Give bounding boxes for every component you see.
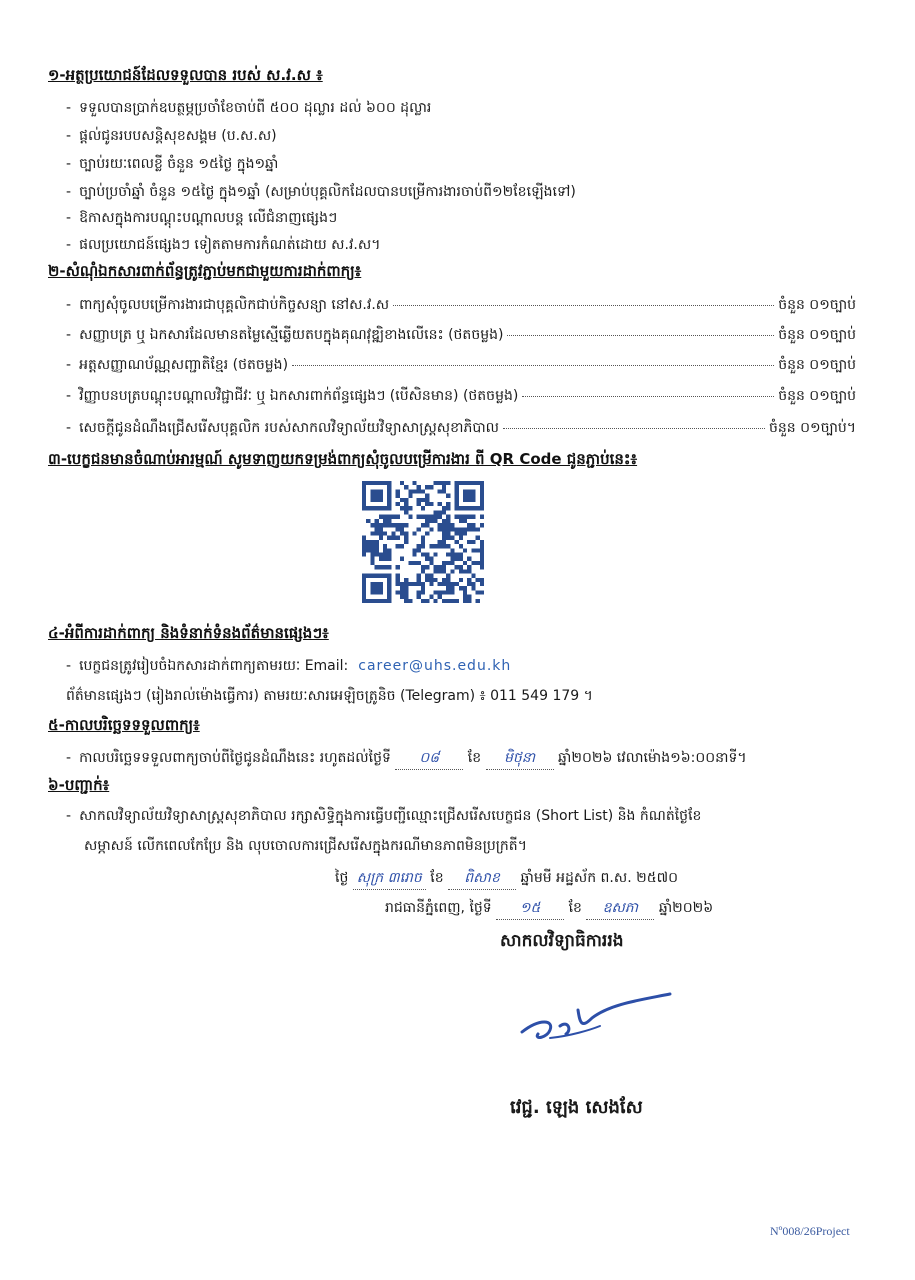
section5-heading: ៥-កាលបរិច្ឆេទទទួលពាក្យ៖ [48,716,200,734]
document-row: - សេចក្តីជូនដំណឹងជ្រើសរើសបុគ្គលិក របស់សាកលវិទ្យាល័យវិទ្យាសាស្ត្រសុខាភិបាល ចំនួន ០១ច្បាប់។ [66,420,856,436]
benefit-item: - ច្បាប់រយៈពេលខ្លី ចំនួន ១៥ថ្ងៃ ក្នុង១ឆ្នាំ [66,156,279,172]
note-line: សម្ភាសន៍ លើកពេលកែប្រែ និង លុបចោលការជ្រើសរើសក្នុងករណីមានភាពមិនប្រក្រតី។ [84,838,527,854]
solar-date: រាជធានីភ្នំពេញ, ថ្ងៃទី ១៥ ខែ ឧសភា ឆ្នាំ២០២៦ [385,898,713,920]
benefit-item: - ផលប្រយោជន៍ផ្សេងៗ ទៀតតាមការកំណត់ដោយ ស.វ.ស។ [66,237,381,253]
deadline-month: មិថុនា [486,748,554,770]
email-line: - បេក្ខជនត្រូវរៀបចំឯកសារដាក់ពាក្យតាមរយៈ Email: career@uhs.edu.kh [66,658,512,674]
document-row: - ពាក្យសុំចូលបម្រើការងារជាបុគ្គលិកជាប់កិច្ចសន្យា នៅស.វ.ស ចំនួន ០១ច្បាប់ [66,297,856,313]
rector-title: សាកលវិទ្យាធិការរង [500,931,624,951]
benefit-item: - ផ្តល់ជូនរបបសន្តិសុខសង្គម (ប.ស.ស) [66,128,277,144]
section2-heading: ២-សំណុំឯកសារពាក់ព័ន្ធត្រូវភ្ជាប់មកជាមួយការដាក់ពាក្យ៖ [48,262,362,280]
telegram-line: ព័ត៌មានផ្សេងៗ (រៀងរាល់ម៉ោងធ្វើការ) តាមរយៈសារអេឡិចត្រូនិច (Telegram) ៖ 011 549 179 ។ [66,688,593,704]
qr-code-icon[interactable] [362,481,484,603]
section3-heading: ៣-បេក្ខជនមានចំណាប់អារម្មណ៍ សូមទាញយកទម្រង់ពាក្យសុំចូលបម្រើការងារ ពី QR Code ជូនភ្ជាប់នេះ៖ [48,450,638,468]
benefit-item: - ទទួលបានប្រាក់ឧបត្ថម្ភប្រចាំខែចាប់ពី ៥០០ ដុល្លារ ដល់ ៦០០ ដុល្លារ [66,100,432,116]
document-row: - សញ្ញាបត្រ ឬ ឯកសារដែលមានតម្លៃស្មើឆ្លើយតបក្នុងគុណវុឌ្ឍិខាងលើនេះ (ថតចម្លង) ចំនួន ០១ច្បាប់ [66,327,856,343]
section6-heading: ៦-បញ្ជាក់៖ [48,776,110,794]
document-row: - វិញ្ញាបនបត្របណ្តុះបណ្តាលវិជ្ជាជីវៈ ឬ ឯកសារពាក់ព័ន្ធផ្សេងៗ (បើសិនមាន) (ថតចម្លង) ចំនួន ០១ច្បាប់ [66,388,856,404]
deadline-line: - កាលបរិច្ឆេទទទួលពាក្យចាប់ពីថ្ងៃជូនដំណឹងនេះ រហូតដល់ថ្ងៃទី ០៨ ខែ មិថុនា ឆ្នាំ២០២៦ វេលាម៉ោង១៦:០០នាទី។ [66,748,747,770]
lunar-date: ថ្ងៃ សុក្រ ៣រោច ខែ ពិសាខ ឆ្នាំមមី អដ្ឋស័ក ព.ស. ២៥៧០ [335,868,678,890]
email-link[interactable]: career@uhs.edu.kh [358,658,512,674]
signature-mark [520,990,680,1060]
section4-heading: ៤-អំពីការដាក់ពាក្យ និងទំនាក់ទំនងព័ត៌មានផ្សេងៗ៖ [48,624,329,642]
benefit-item: - ឱកាសក្នុងការបណ្តុះបណ្តាលបន្ត លើជំនាញផ្សេងៗ [66,210,338,226]
benefit-item: - ច្បាប់ប្រចាំឆ្នាំ ចំនួន ១៥ថ្ងៃ ក្នុង១ឆ្នាំ (សម្រាប់បុគ្គលិកដែលបានបម្រើការងារចាប់ពី១២ខែឡើងទៅ) [66,184,576,200]
signer-name: វេជ្ជ. ឡេង សេងសែ [510,1097,643,1118]
deadline-day: ០៨ [395,748,463,770]
section1-heading: ១-អត្ថប្រយោជន៍ដែលទទួលបាន របស់ ស.វ.ស ៖ [48,66,323,84]
document-number: Nº008/26Project [770,1224,850,1238]
document-row: - អត្តសញ្ញាណប័ណ្ណសញ្ជាតិខ្មែរ (ថតចម្លង) ចំនួន ០១ច្បាប់ [66,357,856,373]
note-line: - សាកលវិទ្យាល័យវិទ្យាសាស្ត្រសុខាភិបាល រក្សាសិទ្ធិក្នុងការធ្វើបញ្ជីឈ្មោះជ្រើសរើសបេក្ខជន (Short List) និង កំណត់ថ្ងៃខែ [66,808,702,824]
